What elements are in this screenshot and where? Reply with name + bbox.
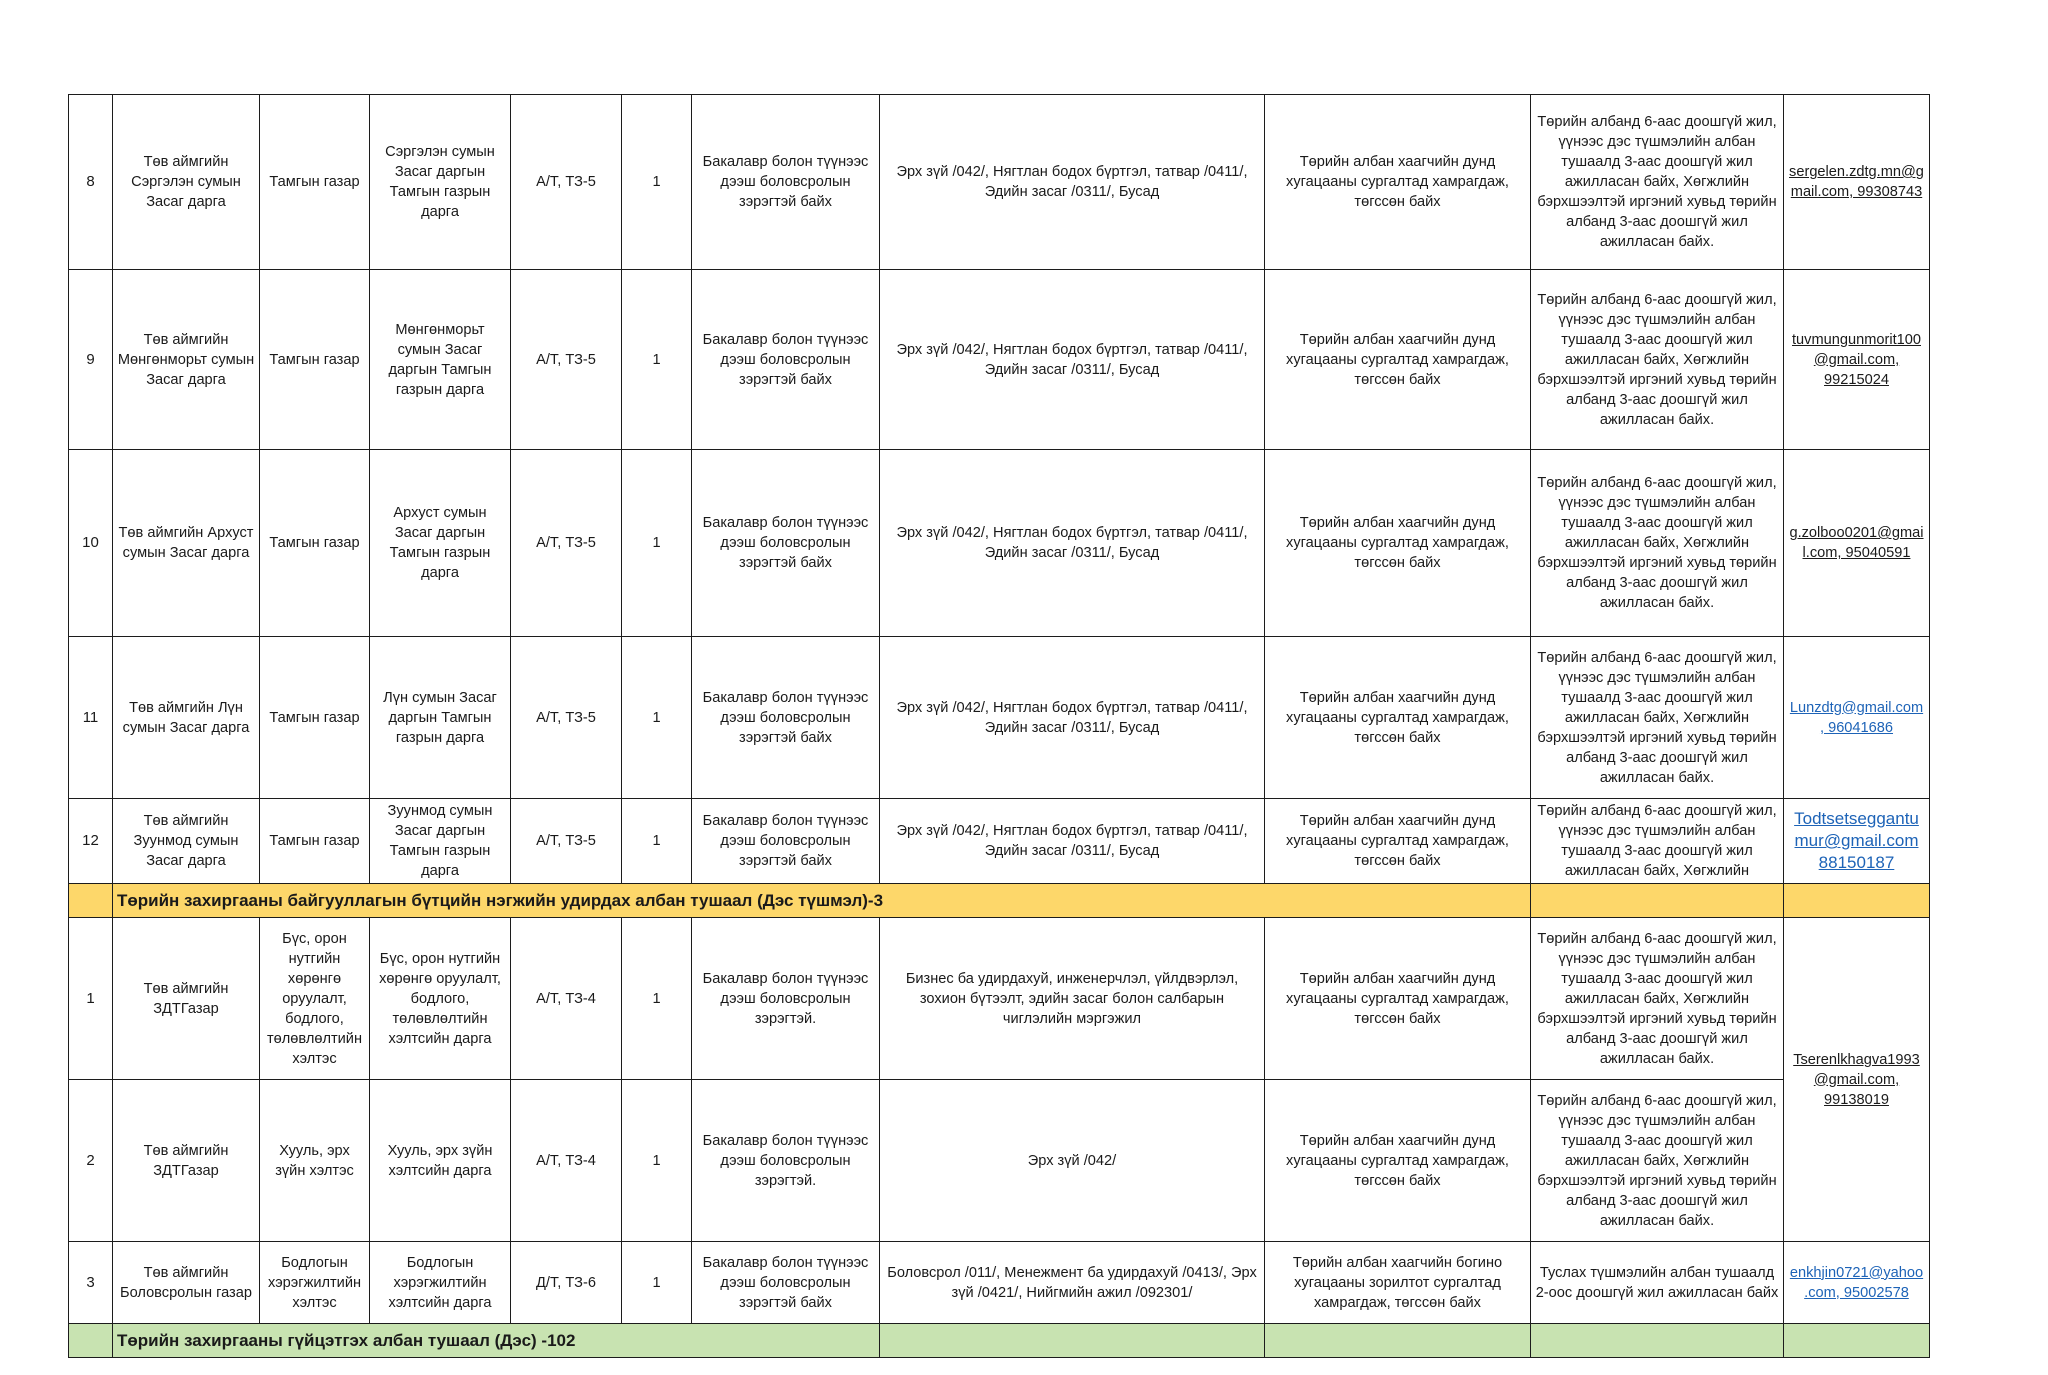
grade-cell: Д/Т, ТЗ-6 bbox=[511, 1242, 622, 1324]
education-cell: Бакалавр болон түүнээс дээш боловсролын зэрэгтэй байх bbox=[692, 637, 880, 799]
position-cell: Лүн сумын Засаг даргын Тамгын газрын дарга bbox=[370, 637, 511, 799]
contact-link[interactable]: Tserenlkhagva1993@gmail.com, 99138019 bbox=[1793, 1051, 1920, 1108]
contact-link[interactable]: enkhjin0721@yahoo.com, 95002578 bbox=[1789, 1264, 1924, 1301]
table-row bbox=[69, 799, 1930, 884]
section-blank-cell bbox=[1531, 1324, 1784, 1358]
profession-cell: Боловсрол /011/, Менежмент ба удирдахуй /0413/, Эрх зүй /0421/, Нийгмийн ажил /092301/ bbox=[880, 1242, 1265, 1324]
section-blank-cell bbox=[1784, 884, 1930, 918]
table-row bbox=[69, 1242, 1930, 1324]
count-cell: 1 bbox=[622, 637, 692, 799]
contact-link[interactable]: sergelen.zdtg.mn@gmail.com, 99308743 bbox=[1789, 164, 1924, 200]
position-cell: Хууль, эрх зүйн хэлтсийн дарга bbox=[370, 1080, 511, 1242]
position-cell: Бүс, орон нутгийн хөрөнгө оруулалт, бодлого, төлөвлөлтийн хэлтсийн дарга bbox=[370, 918, 511, 1080]
unit-cell: Тамгын газар bbox=[260, 450, 370, 637]
vacancy-table bbox=[68, 94, 1930, 1358]
experience-cell: Төрийн албанд 6-аас доошгүй жил, үүнээс дэс түшмэлийн албан тушаалд 3-аас доошгүй жил ажилласан байх, Хөгжлийн бэрхшээлтэй иргэний хувьд төрийн албанд 3-аас доошгүй жил ажилласан байх. bbox=[1531, 1080, 1784, 1242]
unit-cell: Хууль, эрх зүйн хэлтэс bbox=[260, 1080, 370, 1242]
section-blank-cell bbox=[69, 884, 113, 918]
experience-cell: Туслах түшмэлийн албан тушаалд 2-оос доошгүй жил ажилласан байх bbox=[1531, 1242, 1784, 1324]
training-cell: Төрийн албан хаагчийн дунд хугацааны сургалтад хамрагдаж, төгссөн байх bbox=[1265, 1080, 1531, 1242]
training-cell: Төрийн албан хаагчийн дунд хугацааны сургалтад хамрагдаж, төгссөн байх bbox=[1265, 450, 1531, 637]
count-cell: 1 bbox=[622, 1080, 692, 1242]
section-header-row bbox=[69, 1324, 1930, 1358]
row-number: 9 bbox=[69, 270, 113, 450]
profession-cell: Эрх зүй /042/, Нягтлан бодох бүртгэл, татвар /0411/, Эдийн засаг /0311/, Бусад bbox=[880, 637, 1265, 799]
training-cell: Төрийн албан хаагчийн дунд хугацааны сургалтад хамрагдаж, төгссөн байх bbox=[1265, 799, 1531, 884]
row-number: 12 bbox=[69, 799, 113, 884]
unit-cell: Тамгын газар bbox=[260, 95, 370, 270]
contact-cell bbox=[1784, 450, 1930, 637]
contact-cell bbox=[1784, 637, 1930, 799]
count-cell: 1 bbox=[622, 270, 692, 450]
experience-cell: Төрийн албанд 6-аас доошгүй жил, үүнээс дэс түшмэлийн албан тушаалд 3-аас доошгүй жил ажилласан байх, Хөгжлийн бэрхшээлтэй иргэний хувьд төрийн албанд 3-аас доошгүй жил ажилласан байх. bbox=[1531, 450, 1784, 637]
profession-cell: Бизнес ба удирдахуй, инженерчлэл, үйлдвэрлэл, зохион бүтээлт, эдийн засаг болон салбарын чиглэлийн мэргэжил bbox=[880, 918, 1265, 1080]
table-row bbox=[69, 270, 1930, 450]
organization-cell: Төв аймгийн Зуунмод сумын Засаг дарга bbox=[113, 799, 260, 884]
table-row bbox=[69, 1080, 1930, 1242]
grade-cell: А/Т, ТЗ-4 bbox=[511, 1080, 622, 1242]
experience-cell: Төрийн албанд 6-аас доошгүй жил, үүнээс дэс түшмэлийн албан тушаалд 3-аас доошгүй жил ажилласан байх, Хөгжлийн бэрхшээлтэй иргэний хувьд төрийн албанд 3-аас доошгүй жил ажилласан байх. bbox=[1531, 918, 1784, 1080]
training-cell: Төрийн албан хаагчийн дунд хугацааны сургалтад хамрагдаж, төгссөн байх bbox=[1265, 95, 1531, 270]
position-cell: Архуст сумын Засаг даргын Тамгын газрын дарга bbox=[370, 450, 511, 637]
organization-cell: Төв аймгийн Боловсролын газар bbox=[113, 1242, 260, 1324]
count-cell: 1 bbox=[622, 95, 692, 270]
section-blank-cell bbox=[1531, 884, 1784, 918]
grade-cell: А/Т, ТЗ-4 bbox=[511, 918, 622, 1080]
count-cell: 1 bbox=[622, 1242, 692, 1324]
organization-cell: Төв аймгийн Сэргэлэн сумын Засаг дарга bbox=[113, 95, 260, 270]
grade-cell: А/Т, ТЗ-5 bbox=[511, 270, 622, 450]
section-blank-cell bbox=[1265, 1324, 1531, 1358]
count-cell: 1 bbox=[622, 918, 692, 1080]
grade-cell: А/Т, ТЗ-5 bbox=[511, 799, 622, 884]
table-row bbox=[69, 918, 1930, 1080]
profession-cell: Эрх зүй /042/, Нягтлан бодох бүртгэл, татвар /0411/, Эдийн засаг /0311/, Бусад bbox=[880, 270, 1265, 450]
table-row bbox=[69, 637, 1930, 799]
organization-cell: Төв аймгийн ЗДТГазар bbox=[113, 1080, 260, 1242]
section-header-row bbox=[69, 884, 1930, 918]
education-cell: Бакалавр болон түүнээс дээш боловсролын зэрэгтэй байх bbox=[692, 270, 880, 450]
position-cell: Зуунмод сумын Засаг даргын Тамгын газрын дарга bbox=[370, 799, 511, 884]
unit-cell: Бодлогын хэрэгжилтийн хэлтэс bbox=[260, 1242, 370, 1324]
education-cell: Бакалавр болон түүнээс дээш боловсролын зэрэгтэй байх bbox=[692, 1242, 880, 1324]
unit-cell: Бүс, орон нутгийн хөрөнгө оруулалт, бодлого, төлөвлөлтийн хэлтэс bbox=[260, 918, 370, 1080]
education-cell: Бакалавр болон түүнээс дээш боловсролын зэрэгтэй байх bbox=[692, 799, 880, 884]
contact-link[interactable]: tuvmungunmorit100@gmail.com, 99215024 bbox=[1792, 331, 1921, 388]
count-cell: 1 bbox=[622, 450, 692, 637]
row-number: 1 bbox=[69, 918, 113, 1080]
unit-cell: Тамгын газар bbox=[260, 270, 370, 450]
training-cell: Төрийн албан хаагчийн дунд хугацааны сургалтад хамрагдаж, төгссөн байх bbox=[1265, 918, 1531, 1080]
education-cell: Бакалавр болон түүнээс дээш боловсролын зэрэгтэй. bbox=[692, 918, 880, 1080]
training-cell: Төрийн албан хаагчийн богино хугацааны зорилтот сургалтад хамрагдаж, төгссөн байх bbox=[1265, 1242, 1531, 1324]
training-cell: Төрийн албан хаагчийн дунд хугацааны сургалтад хамрагдаж, төгссөн байх bbox=[1265, 270, 1531, 450]
section-title: Төрийн захиргааны гүйцэтгэх албан тушаал (Дэс) -102 bbox=[113, 1324, 880, 1358]
contact-link[interactable]: Todtsetseggantumur@gmail.com 88150187 bbox=[1794, 809, 1919, 872]
training-cell: Төрийн албан хаагчийн дунд хугацааны сургалтад хамрагдаж, төгссөн байх bbox=[1265, 637, 1531, 799]
row-number: 2 bbox=[69, 1080, 113, 1242]
profession-cell: Эрх зүй /042/ bbox=[880, 1080, 1265, 1242]
table-row bbox=[69, 95, 1930, 270]
section-title: Төрийн захиргааны байгууллагын бүтцийн нэгжийн удирдах албан тушаал (Дэс түшмэл)-3 bbox=[113, 884, 1531, 918]
contact-cell bbox=[1784, 918, 1930, 1242]
row-number: 8 bbox=[69, 95, 113, 270]
experience-cell: Төрийн албанд 6-аас доошгүй жил, үүнээс дэс түшмэлийн албан тушаалд 3-аас доошгүй жил ажилласан байх, Хөгжлийн бэрхшээлтэй иргэний хувьд төрийн албанд 3-аас доошгүй жил ажилласан байх. bbox=[1531, 637, 1784, 799]
position-cell: Сэргэлэн сумын Засаг даргын Тамгын газрын дарга bbox=[370, 95, 511, 270]
position-cell: Мөнгөнморьт сумын Засаг даргын Тамгын газрын дарга bbox=[370, 270, 511, 450]
contact-cell bbox=[1784, 1242, 1930, 1324]
table-row bbox=[69, 450, 1930, 637]
organization-cell: Төв аймгийн Архуст сумын Засаг дарга bbox=[113, 450, 260, 637]
experience-cell: Төрийн албанд 6-аас доошгүй жил, үүнээс дэс түшмэлийн албан тушаалд 3-аас доошгүй жил ажилласан байх, Хөгжлийн bbox=[1531, 799, 1784, 884]
education-cell: Бакалавр болон түүнээс дээш боловсролын зэрэгтэй байх bbox=[692, 450, 880, 637]
contact-cell bbox=[1784, 799, 1930, 884]
position-cell: Бодлогын хэрэгжилтийн хэлтсийн дарга bbox=[370, 1242, 511, 1324]
contact-cell bbox=[1784, 95, 1930, 270]
section-blank-cell bbox=[880, 1324, 1265, 1358]
grade-cell: А/Т, ТЗ-5 bbox=[511, 95, 622, 270]
row-number: 11 bbox=[69, 637, 113, 799]
row-number: 3 bbox=[69, 1242, 113, 1324]
experience-cell: Төрийн албанд 6-аас доошгүй жил, үүнээс дэс түшмэлийн албан тушаалд 3-аас доошгүй жил ажилласан байх, Хөгжлийн бэрхшээлтэй иргэний хувьд төрийн албанд 3-аас доошгүй жил ажилласан байх. bbox=[1531, 270, 1784, 450]
section-blank-cell bbox=[69, 1324, 113, 1358]
row-number: 10 bbox=[69, 450, 113, 637]
organization-cell: Төв аймгийн ЗДТГазар bbox=[113, 918, 260, 1080]
contact-link[interactable]: g.zolboo0201@gmail.com, 95040591 bbox=[1789, 525, 1924, 561]
profession-cell: Эрх зүй /042/, Нягтлан бодох бүртгэл, татвар /0411/, Эдийн засаг /0311/, Бусад bbox=[880, 95, 1265, 270]
profession-cell: Эрх зүй /042/, Нягтлан бодох бүртгэл, татвар /0411/, Эдийн засаг /0311/, Бусад bbox=[880, 799, 1265, 884]
section-blank-cell bbox=[1784, 1324, 1930, 1358]
contact-cell bbox=[1784, 270, 1930, 450]
education-cell: Бакалавр болон түүнээс дээш боловсролын зэрэгтэй байх bbox=[692, 95, 880, 270]
unit-cell: Тамгын газар bbox=[260, 637, 370, 799]
experience-cell: Төрийн албанд 6-аас доошгүй жил, үүнээс дэс түшмэлийн албан тушаалд 3-аас доошгүй жил ажилласан байх, Хөгжлийн бэрхшээлтэй иргэний хувьд төрийн албанд 3-аас доошгүй жил ажилласан байх. bbox=[1531, 95, 1784, 270]
grade-cell: А/Т, ТЗ-5 bbox=[511, 637, 622, 799]
profession-cell: Эрх зүй /042/, Нягтлан бодох бүртгэл, татвар /0411/, Эдийн засаг /0311/, Бусад bbox=[880, 450, 1265, 637]
contact-link[interactable]: Lunzdtg@gmail.com, 96041686 bbox=[1789, 699, 1924, 736]
unit-cell: Тамгын газар bbox=[260, 799, 370, 884]
count-cell: 1 bbox=[622, 799, 692, 884]
education-cell: Бакалавр болон түүнээс дээш боловсролын зэрэгтэй. bbox=[692, 1080, 880, 1242]
organization-cell: Төв аймгийн Мөнгөнморьт сумын Засаг дарга bbox=[113, 270, 260, 450]
grade-cell: А/Т, ТЗ-5 bbox=[511, 450, 622, 637]
organization-cell: Төв аймгийн Лүн сумын Засаг дарга bbox=[113, 637, 260, 799]
